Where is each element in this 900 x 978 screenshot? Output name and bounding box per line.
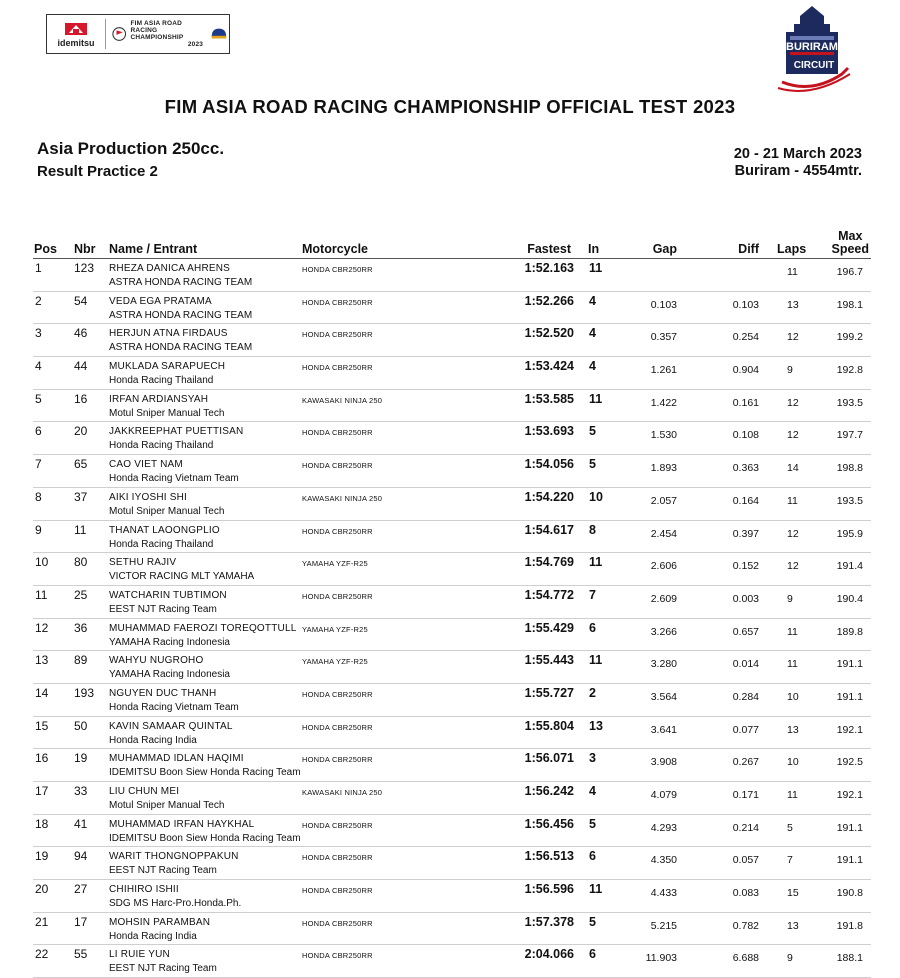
max-speed-cell: 191.1 [836, 658, 863, 671]
max-speed-cell: 198.1 [836, 298, 863, 311]
rider-name-cell: MUHAMMAD IDLAN HAQIMI [109, 753, 244, 765]
position-cell: 9 [35, 522, 42, 537]
col-header-pos: Pos [34, 242, 57, 256]
position-cell: 1 [35, 261, 42, 275]
laps-cell: 5 [787, 821, 793, 834]
motorcycle-cell: HONDA CBR250RR [302, 951, 373, 961]
col-header-nbr: Nbr [74, 242, 96, 256]
table-row [33, 847, 871, 880]
laps-cell: 11 [787, 625, 798, 638]
entrant-cell: Honda Racing Vietnam Team [109, 473, 239, 485]
entrant-cell: SDG MS Harc-Pro.Honda.Ph. [109, 898, 242, 910]
motorcycle-cell: HONDA CBR250RR [302, 853, 373, 863]
lap-in-cell: 4 [589, 293, 596, 308]
motorcycle-cell: HONDA CBR250RR [302, 297, 373, 307]
lap-in-cell: 5 [589, 424, 596, 439]
position-cell: 10 [35, 555, 49, 570]
entrant-cell: VICTOR RACING MLT YAMAHA [109, 571, 255, 583]
motorcycle-cell: KAWASAKI NINJA 250 [302, 395, 383, 405]
table-header [33, 226, 871, 259]
fim-title-line2: CHAMPIONSHIP [130, 34, 184, 41]
laps-cell: 10 [787, 690, 799, 703]
bike-number-cell: 16 [74, 391, 88, 406]
table-row [33, 815, 871, 848]
laps-cell: 11 [787, 266, 798, 278]
diff-cell: 0.904 [732, 364, 759, 377]
idemitsu-logo [47, 15, 105, 53]
gap-cell: 3.280 [650, 658, 677, 671]
rider-name-cell: THANAT LAOONGPLIO [109, 524, 220, 536]
bike-number-cell: 36 [74, 620, 88, 635]
diff-cell: 0.161 [732, 396, 759, 409]
table-row [33, 390, 871, 423]
idemitsu-icon [63, 21, 89, 37]
laps-cell: 11 [787, 494, 798, 507]
rider-name-cell: AIKI IYOSHI SHI [109, 491, 188, 503]
position-cell: 8 [35, 489, 42, 504]
gap-cell: 1.530 [650, 429, 677, 442]
table-row [33, 782, 871, 815]
fastest-lap-cell: 1:55.429 [524, 620, 574, 635]
table-row [33, 324, 871, 357]
max-speed-cell: 195.9 [836, 527, 863, 540]
bike-number-cell: 27 [74, 882, 88, 897]
rider-name-cell: MUHAMMAD IRFAN HAYKHAL [109, 818, 255, 830]
rider-name-cell: HERJUN ATNA FIRDAUS [109, 328, 228, 340]
max-speed-cell: 191.1 [836, 690, 863, 703]
lap-in-cell: 6 [589, 947, 596, 962]
motorcycle-cell: HONDA CBR250RR [302, 820, 373, 830]
gap-cell: 1.261 [650, 364, 677, 377]
motorcycle-cell: HONDA CBR250RR [302, 330, 373, 340]
bike-number-cell: 54 [74, 293, 88, 308]
fastest-lap-cell: 1:52.520 [524, 326, 574, 341]
entrant-cell: Honda Racing Vietnam Team [109, 701, 239, 713]
diff-cell: 0.267 [732, 756, 759, 769]
lap-in-cell: 6 [589, 849, 596, 864]
laps-cell: 15 [787, 887, 799, 900]
lap-in-cell: 5 [589, 816, 596, 831]
position-cell: 4 [35, 359, 42, 374]
table-row [33, 913, 871, 946]
lap-in-cell: 5 [589, 457, 596, 472]
max-speed-cell: 196.7 [836, 266, 863, 278]
motorcycle-cell: HONDA CBR250RR [302, 689, 373, 699]
diff-cell: 0.108 [732, 429, 759, 442]
laps-cell: 11 [787, 789, 798, 801]
col-header-in: In [588, 242, 600, 256]
motorcycle-cell: HONDA CBR250RR [302, 526, 373, 536]
laps-cell: 12 [787, 429, 799, 442]
entrant-cell: ASTRA HONDA RACING TEAM [109, 309, 253, 321]
bike-number-cell: 94 [74, 849, 88, 864]
lap-in-cell: 11 [589, 882, 603, 897]
laps-cell: 12 [787, 396, 799, 409]
sponsor-logo-block [46, 14, 230, 54]
position-cell: 21 [35, 914, 49, 929]
laps-cell: 9 [787, 364, 793, 377]
fastest-lap-cell: 1:54.220 [524, 489, 574, 504]
fastest-lap-cell: 1:55.727 [524, 685, 574, 700]
col-header-max-speed [831, 230, 869, 256]
results-table [33, 226, 871, 978]
max-speed-cell: 199.2 [836, 331, 863, 344]
motorcycle-cell: YAMAHA YZF-R25 [302, 559, 368, 569]
rider-name-cell: LI RUIE YUN [109, 949, 170, 961]
position-cell: 5 [35, 391, 42, 406]
entrant-cell: Motul Sniper Manual Tech [109, 800, 225, 811]
table-row [33, 357, 871, 390]
gap-cell: 3.266 [650, 625, 677, 638]
buriram-circuit-logo [764, 4, 860, 96]
max-speed-cell: 189.8 [836, 625, 863, 638]
rider-name-cell: IRFAN ARDIANSYAH [109, 393, 209, 405]
max-speed-cell: 191.1 [836, 854, 863, 867]
gap-cell: 4.350 [650, 854, 677, 867]
table-body [33, 259, 871, 978]
bike-number-cell: 17 [74, 914, 88, 929]
entrant-cell: EEST NJT Racing Team [109, 603, 217, 615]
fastest-lap-cell: 1:57.378 [524, 914, 574, 929]
motorcycle-cell: HONDA CBR250RR [302, 918, 373, 928]
table-row [33, 553, 871, 586]
lap-in-cell: 13 [589, 718, 603, 733]
flag-icon [112, 26, 126, 42]
table-row [33, 651, 871, 684]
gap-cell: 2.609 [650, 592, 677, 605]
position-cell: 13 [35, 653, 49, 668]
entrant-cell: EEST NJT Racing Team [109, 865, 217, 877]
entrant-cell: Motul Sniper Manual Tech [109, 407, 225, 419]
fastest-lap-cell: 1:56.596 [524, 882, 574, 897]
position-cell: 16 [35, 751, 49, 766]
fastest-lap-cell: 1:55.804 [524, 718, 574, 733]
max-speed-cell: 190.4 [836, 592, 863, 605]
gap-cell: 0.103 [650, 298, 677, 311]
motorcycle-cell: HONDA CBR250RR [302, 722, 373, 732]
table-row [33, 619, 871, 652]
bike-number-cell: 33 [74, 784, 88, 798]
rider-name-cell: VEDA EGA PRATAMA [109, 295, 212, 307]
col-header-diff: Diff [738, 242, 759, 256]
document-title: FIM ASIA ROAD RACING CHAMPIONSHIP OFFICIAL TEST 2023 [164, 96, 736, 117]
laps-cell: 13 [787, 298, 799, 311]
max-speed-cell: 193.5 [836, 396, 863, 409]
lap-in-cell: 11 [589, 261, 603, 275]
rider-name-cell: JAKKREEPHAT PUETTISAN [109, 426, 244, 438]
col-header-laps: Laps [777, 242, 807, 256]
table-row [33, 292, 871, 325]
entrant-cell: IDEMITSU Boon Siew Honda Racing Team [109, 767, 301, 779]
position-cell: 17 [35, 784, 49, 798]
motorcycle-cell: HONDA CBR250RR [302, 363, 373, 373]
diff-cell: 0.284 [732, 690, 759, 703]
gap-cell: 2.606 [650, 560, 677, 573]
max-speed-cell: 188.1 [836, 952, 863, 965]
max-speed-cell: 191.8 [836, 919, 863, 932]
gap-cell: 4.293 [650, 821, 677, 834]
max-speed-cell: 198.8 [836, 462, 863, 475]
gap-cell: 3.908 [650, 756, 677, 769]
max-speed-cell: 191.1 [836, 821, 863, 834]
diff-cell: 0.103 [732, 298, 759, 311]
fastest-lap-cell: 1:54.617 [524, 522, 574, 537]
bike-number-cell: 89 [74, 653, 88, 668]
rider-name-cell: CHIHIRO ISHII [109, 884, 179, 896]
bike-number-cell: 19 [74, 751, 88, 766]
lap-in-cell: 11 [589, 653, 603, 668]
col-header-fastest: Fastest [527, 242, 571, 256]
diff-cell: 0.164 [732, 494, 759, 507]
table-row [33, 684, 871, 717]
gap-cell: 5.215 [650, 919, 677, 932]
entrant-cell: Honda Racing India [109, 734, 197, 746]
lap-in-cell: 5 [589, 914, 596, 929]
fastest-lap-cell: 1:56.071 [524, 751, 574, 766]
fastest-lap-cell: 1:54.769 [524, 555, 574, 570]
fastest-lap-cell: 2:04.066 [524, 947, 574, 962]
circuit-logo-bottom-text: CIRCUIT [793, 60, 835, 71]
max-speed-cell: 191.4 [836, 560, 863, 573]
entrant-cell: ASTRA HONDA RACING TEAM [109, 342, 253, 354]
gap-cell: 11.903 [645, 952, 677, 965]
gap-cell: 0.357 [650, 331, 677, 344]
event-date: 20 - 21 March 2023 [733, 146, 862, 162]
max-speed-cell: 192.1 [836, 789, 863, 801]
position-cell: 3 [35, 326, 42, 341]
lap-in-cell: 11 [589, 555, 603, 570]
laps-cell: 12 [787, 331, 799, 344]
diff-cell: 0.254 [732, 331, 759, 344]
table-row [33, 749, 871, 782]
fastest-lap-cell: 1:54.056 [524, 457, 574, 472]
table-row [33, 422, 871, 455]
motorcycle-cell: YAMAHA YZF-R25 [302, 624, 368, 634]
fim-title-line3: 2023 [187, 41, 204, 48]
entrant-cell: Motul Sniper Manual Tech [109, 505, 225, 517]
laps-cell: 10 [787, 756, 799, 769]
class-title: Asia Production 250cc. [37, 139, 225, 158]
entrant-cell: YAMAHA Racing Indonesia [109, 669, 230, 681]
rider-name-cell: RHEZA DANICA AHRENS [109, 263, 231, 274]
rider-name-cell: KAVIN SAMAAR QUINTAL [109, 720, 233, 732]
laps-cell: 13 [787, 723, 799, 736]
gap-cell: 3.641 [650, 723, 677, 736]
laps-cell: 12 [787, 560, 799, 573]
gap-cell: 1.893 [650, 462, 677, 475]
diff-cell: 0.003 [732, 592, 759, 605]
diff-cell: 0.214 [732, 821, 759, 834]
motorcycle-cell: HONDA CBR250RR [302, 461, 373, 471]
laps-cell: 13 [787, 919, 799, 932]
entrant-cell: Honda Racing Thailand [109, 538, 214, 550]
position-cell: 18 [35, 816, 49, 831]
fastest-lap-cell: 1:54.772 [524, 587, 574, 602]
rider-name-cell: MUKLADA SARAPUECH [109, 361, 226, 373]
rider-name-cell: MUHAMMAD FAEROZI TOREQOTTULL [109, 622, 297, 634]
entrant-cell: Honda Racing India [109, 930, 197, 942]
fastest-lap-cell: 1:53.585 [524, 391, 574, 406]
max-speed-cell: 190.8 [836, 887, 863, 900]
motorcycle-cell: KAWASAKI NINJA 250 [302, 493, 383, 503]
fastest-lap-cell: 1:53.424 [524, 359, 574, 374]
circuit-logo-top-text: BURIRAM [786, 41, 838, 53]
position-cell: 14 [35, 685, 49, 700]
motorcycle-cell: HONDA CBR250RR [302, 591, 373, 601]
fim-title-line1: FIM ASIA ROAD RACING [130, 20, 183, 34]
col-header-motorcycle: Motorcycle [302, 242, 368, 256]
gap-cell: 1.422 [650, 396, 677, 409]
table-row [33, 717, 871, 750]
diff-cell: 0.077 [732, 723, 759, 736]
position-cell: 22 [35, 947, 49, 962]
bike-number-cell: 123 [74, 261, 95, 275]
fastest-lap-cell: 1:52.266 [524, 293, 574, 308]
fastest-lap-cell: 1:55.443 [524, 653, 574, 668]
rider-name-cell: LIU CHUN MEI [109, 786, 180, 797]
diff-cell: 0.363 [732, 462, 759, 475]
position-cell: 19 [35, 849, 49, 864]
motorcycle-cell: HONDA CBR250RR [302, 755, 373, 765]
diff-cell: 0.782 [732, 919, 759, 932]
bike-number-cell: 44 [74, 359, 88, 374]
bike-number-cell: 193 [74, 685, 95, 700]
position-cell: 20 [35, 882, 49, 897]
table-row [33, 945, 871, 978]
col-header-speed: Speed [831, 242, 869, 256]
bike-number-cell: 80 [74, 555, 88, 570]
max-speed-cell: 192.8 [836, 364, 863, 377]
gap-cell: 4.433 [650, 887, 677, 900]
bike-number-cell: 11 [74, 522, 87, 537]
bike-number-cell: 65 [74, 457, 88, 472]
table-row [33, 521, 871, 554]
event-venue: Buriram - 4554mtr. [734, 163, 862, 179]
laps-cell: 14 [787, 462, 799, 475]
entrant-cell: Honda Racing Thailand [109, 440, 214, 452]
max-speed-cell: 193.5 [836, 494, 863, 507]
motorcycle-cell: KAWASAKI NINJA 250 [302, 788, 383, 797]
lap-in-cell: 4 [589, 359, 596, 374]
table-row [33, 586, 871, 619]
laps-cell: 7 [787, 854, 793, 867]
lap-in-cell: 4 [589, 326, 596, 341]
max-speed-cell: 192.5 [836, 756, 863, 769]
bike-number-cell: 50 [74, 718, 88, 733]
idemitsu-label: idemitsu [57, 37, 95, 48]
lap-in-cell: 10 [589, 489, 603, 504]
motorcycle-cell: HONDA CBR250RR [302, 886, 373, 896]
helmet-icon [209, 25, 229, 43]
entrant-cell: Honda Racing Thailand [109, 375, 214, 387]
fastest-lap-cell: 1:52.163 [524, 261, 574, 275]
lap-in-cell: 3 [589, 751, 596, 766]
fastest-lap-cell: 1:56.513 [524, 849, 574, 864]
rider-name-cell: WAHYU NUGROHO [109, 655, 204, 667]
motorcycle-cell: HONDA CBR250RR [302, 265, 373, 274]
bike-number-cell: 55 [74, 947, 88, 962]
diff-cell: 0.152 [732, 560, 759, 573]
col-header-gap: Gap [652, 242, 677, 256]
laps-cell: 11 [787, 658, 798, 671]
gap-cell: 2.454 [650, 527, 677, 540]
diff-cell: 0.657 [732, 625, 759, 638]
rider-name-cell: WARIT THONGNOPPAKUN [109, 851, 239, 863]
fastest-lap-cell: 1:53.693 [524, 424, 574, 439]
fim-arrc-logo [106, 20, 229, 48]
laps-cell: 9 [787, 952, 793, 965]
laps-cell: 12 [787, 527, 799, 540]
lap-in-cell: 6 [589, 620, 596, 635]
table-row [33, 880, 871, 913]
laps-cell: 9 [787, 592, 793, 605]
position-cell: 12 [35, 620, 49, 635]
fastest-lap-cell: 1:56.456 [524, 816, 574, 831]
diff-cell: 0.397 [732, 527, 759, 540]
lap-in-cell: 11 [589, 391, 603, 406]
entrant-cell: EEST NJT Racing Team [109, 963, 217, 975]
fastest-lap-cell: 1:56.242 [524, 784, 574, 798]
max-speed-cell: 197.7 [836, 429, 863, 442]
diff-cell: 0.057 [732, 854, 759, 867]
diff-cell: 0.083 [732, 887, 759, 900]
table-row [33, 259, 871, 292]
entrant-cell: IDEMITSU Boon Siew Honda Racing Team [109, 832, 301, 844]
rider-name-cell: NGUYEN DUC THANH [109, 687, 217, 699]
motorcycle-cell: HONDA CBR250RR [302, 428, 373, 438]
col-header-name: Name / Entrant [109, 242, 198, 256]
table-row [33, 455, 871, 488]
bike-number-cell: 46 [74, 326, 88, 341]
diff-cell: 0.171 [732, 789, 759, 801]
gap-cell: 4.079 [650, 789, 677, 801]
motorcycle-cell: YAMAHA YZF-R25 [302, 657, 368, 667]
session-title: Result Practice 2 [37, 163, 158, 180]
position-cell: 7 [35, 457, 42, 472]
bike-number-cell: 20 [74, 424, 88, 439]
lap-in-cell: 2 [589, 685, 596, 700]
position-cell: 15 [35, 718, 49, 733]
gap-cell: 2.057 [650, 494, 677, 507]
lap-in-cell: 8 [589, 522, 596, 537]
lap-in-cell: 7 [589, 587, 596, 602]
position-cell: 11 [35, 587, 48, 602]
table-row [33, 488, 871, 521]
entrant-cell: YAMAHA Racing Indonesia [109, 636, 230, 648]
rider-name-cell: CAO VIET NAM [109, 459, 183, 471]
position-cell: 2 [35, 293, 42, 308]
bike-number-cell: 37 [74, 489, 88, 504]
gap-cell: 3.564 [650, 690, 677, 703]
rider-name-cell: SETHU RAJIV [109, 557, 177, 569]
rider-name-cell: MOHSIN PARAMBAN [109, 916, 211, 928]
lap-in-cell: 4 [589, 784, 596, 798]
bike-number-cell: 41 [74, 816, 88, 831]
max-speed-cell: 192.1 [836, 723, 863, 736]
entrant-cell: ASTRA HONDA RACING TEAM [109, 277, 253, 288]
position-cell: 6 [35, 424, 42, 439]
bike-number-cell: 25 [74, 587, 88, 602]
diff-cell: 0.014 [732, 658, 759, 671]
rider-name-cell: WATCHARIN TUBTIMON [109, 589, 227, 601]
diff-cell: 6.688 [732, 952, 759, 965]
col-header-max: Max [838, 229, 863, 243]
